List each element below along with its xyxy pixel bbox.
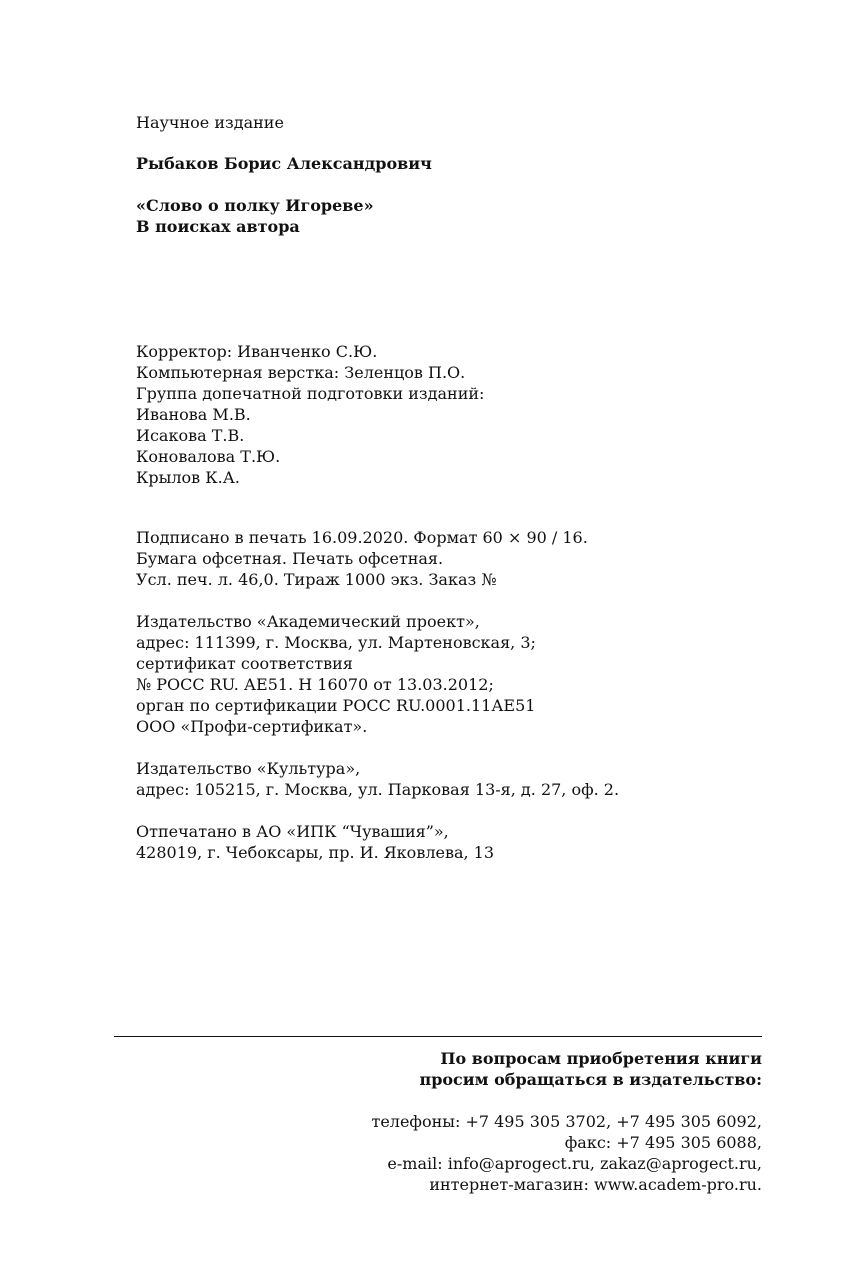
credit-line: Коновалова Т.Ю. [136, 447, 281, 466]
contact-fax: факс: +7 495 305 6088, [564, 1133, 762, 1152]
publisher-line: адрес: 105215, г. Москва, ул. Парковая 13-я, д. 27, оф. 2. [136, 780, 620, 799]
contact-list [371, 1111, 762, 1195]
printer-line: 428019, г. Чебоксары, пр. И. Яковлева, 13 [136, 843, 495, 862]
publisher-academic-project-block [136, 611, 536, 737]
credits-block [136, 341, 484, 488]
print-info-block [136, 527, 588, 590]
credit-line: Корректор: Иванченко С.Ю. [136, 342, 378, 361]
contact-heading-line: По вопросам приобретения книги [440, 1049, 762, 1068]
publisher-line: ООО «Профи-сертификат». [136, 717, 368, 736]
publisher-line: сертификат соответствия [136, 654, 353, 673]
contact-heading-line: просим обращаться в издательство: [419, 1070, 762, 1089]
publisher-line: Издательство «Академический проект», [136, 612, 480, 631]
credit-line: Иванова М.В. [136, 405, 251, 424]
publisher-kultura-block [136, 758, 619, 800]
credit-line: Исакова Т.В. [136, 426, 245, 445]
footer-divider [114, 1036, 762, 1037]
contact-web-store: интернет-магазин: www.academ-pro.ru. [429, 1175, 762, 1194]
author-name: Рыбаков Борис Александрович [136, 154, 432, 173]
publisher-line: № РОСС RU. АЕ51. Н 16070 от 13.03.2012; [136, 675, 494, 694]
book-title [136, 195, 374, 237]
publisher-line: орган по сертификации РОСС RU.0001.11АЕ51 [136, 696, 536, 715]
contact-phones: телефоны: +7 495 305 3702, +7 495 305 6092, [371, 1112, 762, 1131]
print-info-line: Бумага офсетная. Печать офсетная. [136, 549, 444, 568]
book-title-line: «Слово о полку Игореве» [136, 196, 374, 215]
print-info-line: Усл. печ. л. 46,0. Тираж 1000 экз. Заказ № [136, 570, 497, 589]
printer-block [136, 821, 494, 863]
contact-heading [419, 1048, 762, 1090]
edition-type: Научное издание [136, 113, 284, 132]
credit-line: Группа допечатной подготовки изданий: [136, 384, 485, 403]
publisher-line: адрес: 111399, г. Москва, ул. Мартеновская, 3; [136, 633, 536, 652]
credit-line: Компьютерная верстка: Зеленцов П.О. [136, 363, 466, 382]
print-info-line: Подписано в печать 16.09.2020. Формат 60 × 90 / 16. [136, 528, 588, 547]
credit-line: Крылов К.А. [136, 468, 240, 487]
book-subtitle-line: В поисках автора [136, 217, 300, 236]
publisher-line: Издательство «Культура», [136, 759, 361, 778]
printer-line: Отпечатано в АО «ИПК “Чувашия”», [136, 822, 449, 841]
contact-email: e-mail: info@aprogect.ru, zakaz@aprogect.ru, [387, 1154, 762, 1173]
